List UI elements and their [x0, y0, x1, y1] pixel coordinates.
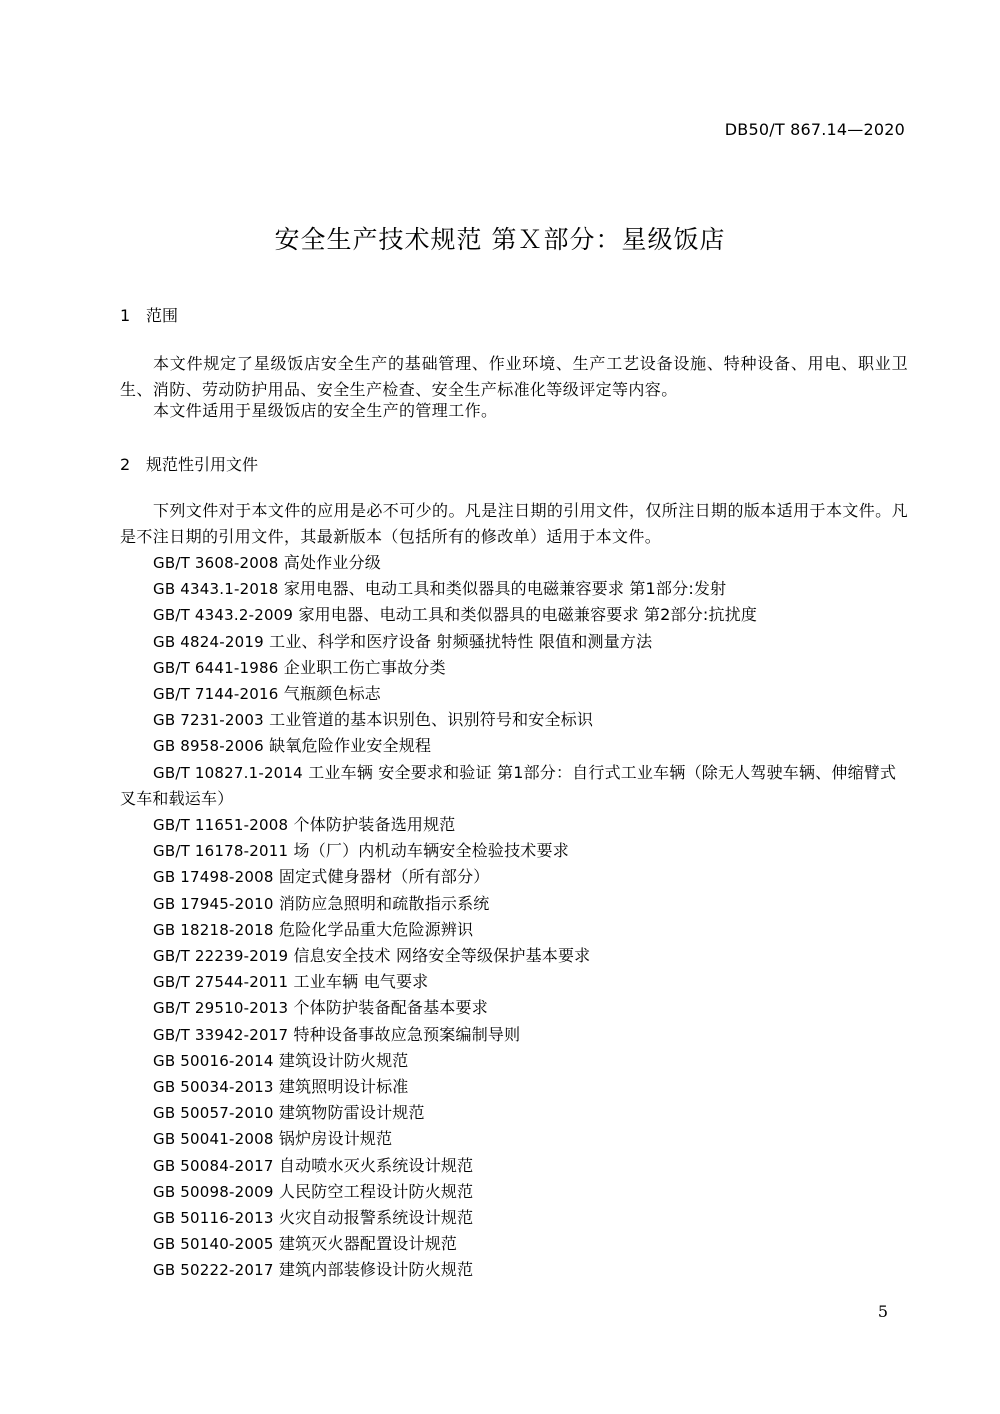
reference-title: 建筑内部装修设计防火规范	[278, 1260, 474, 1280]
reference-title: 家用电器、电动工具和类似器具的电磁兼容要求 第1部分:发射	[283, 579, 727, 599]
reference-item	[120, 917, 908, 943]
reference-code: GB/T 27544-2011	[153, 973, 289, 992]
reference-code: GB 50034-2013	[153, 1078, 274, 1097]
reference-item	[120, 602, 908, 628]
reference-code: GB/T 16178-2011	[153, 842, 289, 861]
reference-title: 危险化学品重大危险源辨识	[278, 919, 474, 939]
reference-item	[120, 707, 908, 733]
reference-title: 工业车辆 电气要求	[293, 972, 429, 992]
applicability-paragraph: 本文件适用于星级饭店的安全生产的管理工作。	[153, 401, 498, 420]
reference-item	[120, 891, 908, 917]
reference-item	[120, 681, 908, 707]
reference-title: 工业管道的基本识别色、识别符号和安全标识	[269, 710, 594, 730]
reference-code: GB/T 22239-2019	[153, 947, 289, 966]
reference-code: GB/T 11651-2008	[153, 816, 289, 835]
reference-item	[120, 1126, 908, 1152]
reference-code: GB 4824-2019	[153, 632, 264, 651]
reference-item	[120, 1205, 908, 1231]
reference-code: GB 7231-2003	[153, 711, 264, 730]
reference-item	[120, 1100, 908, 1126]
reference-item	[120, 576, 908, 602]
reference-code: GB 17945-2010	[153, 894, 274, 913]
reference-title: 家用电器、电动工具和类似器具的电磁兼容要求 第2部分:抗扰度	[298, 605, 758, 625]
reference-item	[120, 1231, 908, 1257]
reference-title: 建筑物防雷设计规范	[278, 1103, 425, 1123]
reference-code: GB 50140-2005	[153, 1235, 274, 1254]
section-1-number: 1	[120, 306, 131, 325]
reference-code: GB 50222-2017	[153, 1261, 274, 1280]
reference-code: GB 50084-2017	[153, 1156, 274, 1175]
reference-code: GB/T 10827.1-2014	[153, 763, 303, 782]
references-intro-paragraph: 下列文件对于本文件的应用是必不可少的。凡是注日期的引用文件，仅所注日期的版本适用于本文件。凡是不注日期的引用文件，其最新版本（包括所有的修改单）适用于本文件。	[120, 501, 908, 546]
reference-title: 信息安全技术 网络安全等级保护基本要求	[293, 946, 591, 966]
document-title: 安全生产技术规范 第Ｘ部分：星级饭店	[274, 225, 726, 254]
scope-paragraph: 本文件规定了星级饭店安全生产的基础管理、作业环境、生产工艺设备设施、特种设备、用电、职业卫生、消防、劳动防护用品、安全生产检查、安全生产标准化等级评定等内容。	[120, 354, 908, 399]
reference-code: GB 50016-2014	[153, 1051, 274, 1070]
reference-code: GB 18218-2018	[153, 920, 274, 939]
reference-code: GB 50041-2008	[153, 1130, 274, 1149]
reference-title: 建筑灭火器配置设计规范	[278, 1234, 458, 1254]
reference-title: 个体防护装备选用规范	[293, 815, 456, 835]
section-2-number: 2	[120, 455, 131, 474]
reference-item	[120, 1074, 908, 1100]
reference-title: 工业、科学和医疗设备 射频骚扰特性 限值和测量方法	[269, 631, 653, 651]
reference-title: 建筑照明设计标准	[278, 1077, 409, 1097]
reference-item	[120, 629, 908, 655]
reference-code: GB/T 29510-2013	[153, 999, 289, 1018]
reference-item	[120, 995, 908, 1021]
reference-code: GB 4343.1-2018	[153, 580, 279, 599]
reference-title: 消防应急照明和疏散指示系统	[278, 893, 490, 913]
reference-code: GB 8958-2006	[153, 737, 264, 756]
reference-title: 缺氧危险作业安全规程	[269, 736, 432, 756]
reference-title: 火灾自动报警系统设计规范	[278, 1208, 474, 1228]
reference-item	[120, 550, 908, 576]
reference-item	[120, 812, 908, 838]
reference-code: GB/T 4343.2-2009	[153, 606, 294, 625]
reference-item	[120, 838, 908, 864]
section-2-heading	[120, 452, 258, 475]
document-code: DB50/T 867.14—2020	[724, 120, 905, 139]
reference-title: 自动喷水灭火系统设计规范	[278, 1155, 474, 1175]
reference-code: GB 17498-2008	[153, 868, 274, 887]
reference-list	[120, 550, 908, 1284]
reference-item	[120, 943, 908, 969]
reference-item	[120, 655, 908, 681]
reference-title: 个体防护装备配备基本要求	[293, 998, 488, 1018]
reference-item	[120, 969, 908, 995]
reference-item	[120, 760, 908, 812]
section-1-heading	[120, 303, 178, 326]
reference-title: 高处作业分级	[283, 553, 381, 572]
section-2-title: 规范性引用文件	[146, 455, 259, 474]
reference-item	[120, 1048, 908, 1074]
reference-title: 企业职工伤亡事故分类	[283, 657, 446, 677]
reference-title: 人民防空工程设计防火规范	[278, 1181, 474, 1201]
reference-item	[120, 864, 908, 890]
reference-item	[120, 1022, 908, 1048]
reference-title: 建筑设计防火规范	[278, 1050, 409, 1070]
reference-title: 特种设备事故应急预案编制导则	[293, 1024, 521, 1044]
section-1-title: 范围	[146, 306, 179, 325]
reference-title: 场（厂）内机动车辆安全检验技术要求	[293, 841, 569, 861]
reference-code: GB/T 3608-2008	[153, 554, 279, 572]
reference-title: 气瓶颜色标志	[283, 684, 381, 704]
reference-title: 工业车辆 安全要求和验证 第1部分：自行式工业车辆（除无人驾驶车辆、伸缩臂式叉车和载运车）	[120, 762, 897, 808]
reference-code: GB 50057-2010	[153, 1104, 274, 1123]
reference-code: GB/T 7144-2016	[153, 685, 279, 704]
reference-code: GB 50098-2009	[153, 1182, 274, 1201]
reference-code: GB/T 6441-1986	[153, 658, 279, 677]
reference-code: GB/T 33942-2017	[153, 1025, 289, 1044]
reference-item	[120, 1153, 908, 1179]
reference-title: 固定式健身器材（所有部分）	[278, 867, 490, 887]
reference-item	[120, 733, 908, 759]
page-number: 5	[877, 1302, 888, 1321]
reference-code: GB 50116-2013	[153, 1209, 274, 1228]
reference-item	[120, 1257, 908, 1283]
reference-title: 锅炉房设计规范	[278, 1129, 393, 1149]
reference-item	[120, 1179, 908, 1205]
